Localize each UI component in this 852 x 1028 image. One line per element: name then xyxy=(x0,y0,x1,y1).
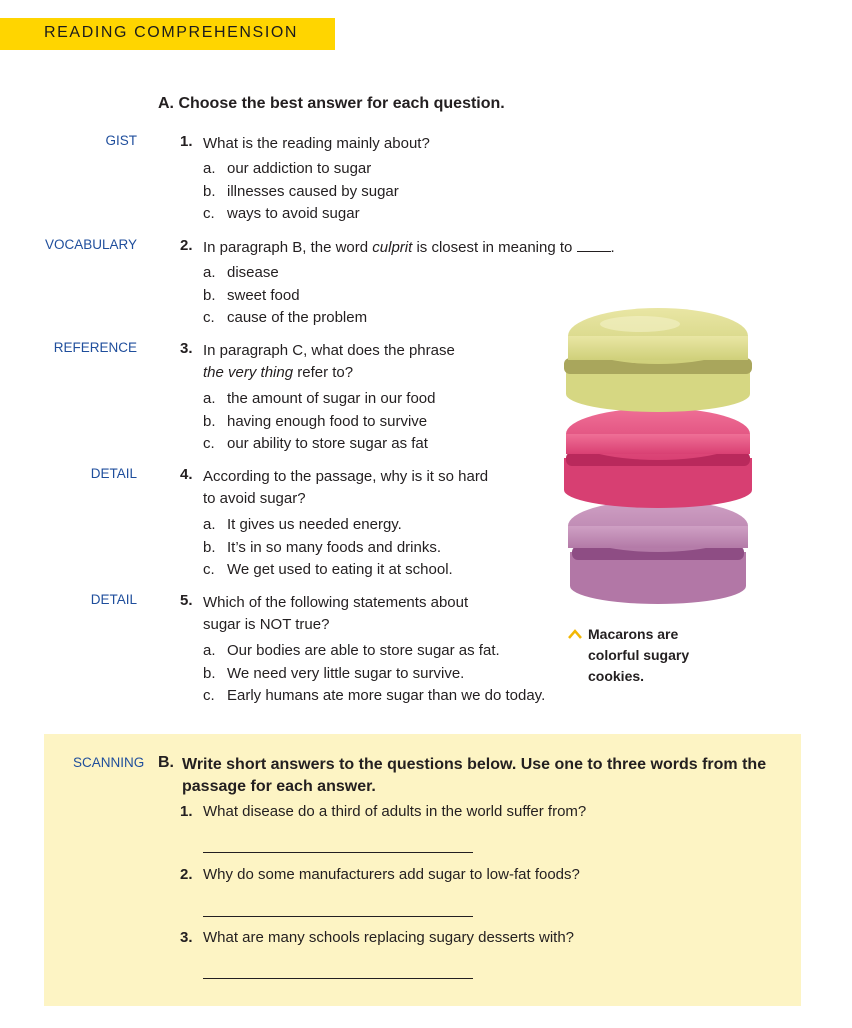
photo-caption: Macarons are colorful sugary cookies. xyxy=(568,624,689,687)
question-tag: VOCABULARY xyxy=(44,237,137,252)
question-number: 5. xyxy=(180,592,193,609)
blank-underline xyxy=(577,238,611,252)
question-number: 2. xyxy=(180,237,193,254)
question-number: 1. xyxy=(180,133,193,150)
option-b[interactable]: b. sweet food xyxy=(203,287,300,304)
option-c[interactable]: c. cause of the problem xyxy=(203,309,368,326)
section-b-heading: Write short answers to the questions below. Use one to three words from the passage for each answer. xyxy=(182,756,767,795)
section-banner xyxy=(0,18,335,50)
short-answer-question-3: 3. What are many schools replacing sugary desserts with? xyxy=(180,929,575,946)
macarons-photo xyxy=(552,300,762,618)
question-number: 3. xyxy=(180,340,193,357)
option-a[interactable]: a. our addiction to sugar xyxy=(203,160,372,177)
section-b-tag: SCANNING xyxy=(73,755,145,770)
question-number: 4. xyxy=(180,466,193,483)
option-a[interactable]: a. Our bodies are able to store sugar as fat. xyxy=(203,642,500,659)
option-c[interactable]: c. ways to avoid sugar xyxy=(203,205,360,222)
option-b[interactable]: b. We need very little sugar to survive. xyxy=(203,665,465,682)
option-b[interactable]: b. It’s in so many foods and drinks. xyxy=(203,539,441,556)
option-a[interactable]: a. the amount of sugar in our food xyxy=(203,390,436,407)
option-b[interactable]: b. having enough food to survive xyxy=(203,413,428,430)
option-b[interactable]: b. illnesses caused by sugar xyxy=(203,183,399,200)
question-stem: In paragraph C, what does the phrase the very thing refer to? xyxy=(203,342,455,381)
banner-title: READING COMPREHENSION xyxy=(44,24,299,41)
short-answer-question-2: 2. Why do some manufacturers add sugar to low-fat foods? xyxy=(180,866,580,883)
question-stem: What is the reading mainly about? xyxy=(203,135,430,152)
option-c[interactable]: c. our ability to store sugar as fat xyxy=(203,435,428,452)
question-tag: REFERENCE xyxy=(53,340,137,355)
option-a[interactable]: a. It gives us needed energy. xyxy=(203,516,402,533)
question-tag: GIST xyxy=(105,133,137,148)
question-tag: DETAIL xyxy=(90,466,137,481)
question-tag: DETAIL xyxy=(90,592,137,607)
question-stem: Which of the following statements about sugar is NOT true? xyxy=(203,594,469,633)
section-a-heading: A. Choose the best answer for each question. xyxy=(158,95,505,112)
option-a[interactable]: a. disease xyxy=(203,264,279,281)
answer-line-2[interactable] xyxy=(203,915,473,917)
short-answer-question-1: 1. What disease do a third of adults in the world suffer from? xyxy=(180,803,587,820)
option-c[interactable]: c. We get used to eating it at school. xyxy=(203,561,453,578)
question-stem: According to the passage, why is it so hard to avoid sugar? xyxy=(203,468,489,507)
section-b-letter: B. xyxy=(158,754,174,771)
question-stem: In paragraph B, the word culprit is closest in meaning to . xyxy=(203,239,615,256)
option-c[interactable]: c. Early humans ate more sugar than we do today. xyxy=(203,687,546,704)
answer-line-3[interactable] xyxy=(203,977,473,979)
answer-line-1[interactable] xyxy=(203,851,473,853)
caption-arrow-icon xyxy=(568,629,582,639)
